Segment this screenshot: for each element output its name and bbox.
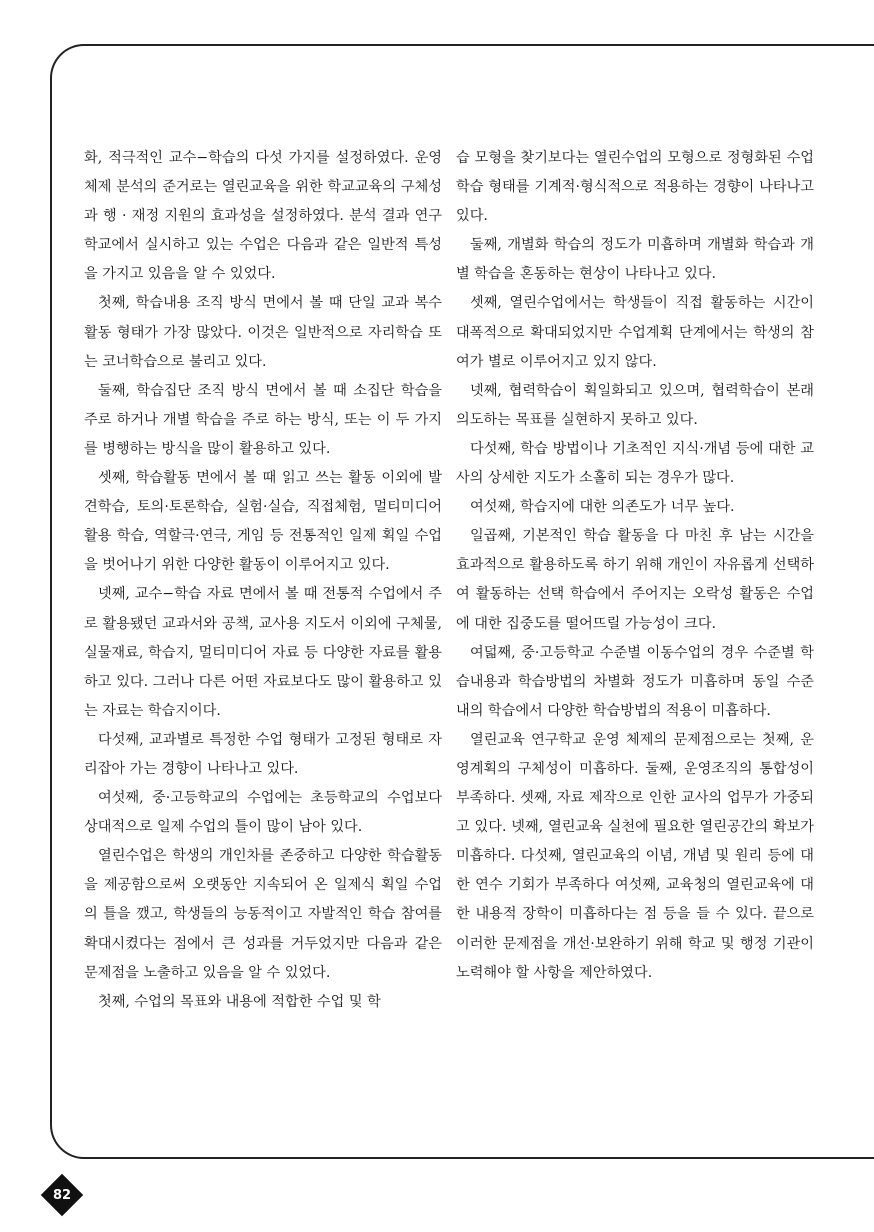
paragraph: 첫째, 수업의 목표와 내용에 적합한 수업 및 학 [98, 993, 381, 1010]
paragraph: 첫째, 학습내용 조직 방식 면에서 볼 때 단일 교과 복수 활동 형태가 가장 많았다. 이것은 일반적으로 자리학습 또는 코너학습으로 불리고 있다. [84, 295, 442, 370]
paragraph: 여섯째, 학습지에 대한 의존도가 너무 높다. [470, 499, 735, 516]
paragraph: 다섯째, 교과별로 특정한 수업 형태가 고정된 형태로 자리잡아 가는 경향이 나타나고 있다. [84, 731, 442, 777]
paragraph: 열린교육 연구학교 운영 체제의 문제점으로는 첫째, 운영계획의 구체성이 미흡하다. 둘째, 운영조직의 통합성이 부족하다. 셋째, 자료 제작으로 인한 교사의 업무가 가중되고 있다. 넷째, 열린교육 실천에 필요한 열린공간의 확보가 미흡하다. 다섯째, 열린교육의 이념, 개념 및 원리 등에 대한 연수 기회가 부족하다 여섯째, 교육청의 열린교육에 대한 내용적 장학이 미흡하다는 점 등을 들 수 있다. 끝으로 이러한 문제점을 개선·보완하기 위해 학교 및 행정 기관이 노력해야 할 사항을 제안하였다. [456, 731, 814, 981]
paragraph: 여덟째, 중·고등학교 수준별 이동수업의 경우 수준별 학습내용과 학습방법의 차별화 정도가 미흡하며 동일 수준 내의 학습에서 다양한 학습방법의 적용이 미흡하다. [456, 644, 814, 719]
paragraph: 일곱째, 기본적인 학습 활동을 다 마친 후 남는 시간을 효과적으로 활용하도록 하기 위해 개인이 자유롭게 선택하여 활동하는 선택 학습에서 주어지는 오락성 활동은 수업에 대한 집중도를 떨어뜨릴 가능성이 크다. [456, 528, 814, 632]
paragraph: 다섯째, 학습 방법이나 기초적인 지식·개념 등에 대한 교사의 상세한 지도가 소홀히 되는 경우가 많다. [456, 440, 814, 487]
left-column [84, 144, 442, 1017]
paragraph: 화, 적극적인 교수−학습의 다섯 가지를 설정하였다. 운영체제 분석의 준거로는 열린교육을 위한 학교교육의 구체성과 행 · 재정 지원의 효과성을 설정하였다. 분석 결과 연구학교에서 실시하고 있는 수업은 다음과 같은 일반적 특성을 가지고 있음을 알 수 있었다. [84, 150, 442, 283]
paragraph: 열린수업은 학생의 개인차를 존중하고 다양한 학습활동을 제공함으로써 오랫동안 지속되어 온 일제식 획일 수업의 틀을 깼고, 학생들의 능동적이고 자발적인 학습 참여를 확대시켰다는 점에서 큰 성과를 거두었지만 다음과 같은 문제점을 노출하고 있음을 알 수 있었다. [84, 848, 442, 981]
right-column [456, 144, 814, 988]
paragraph: 넷째, 협력학습이 획일화되고 있으며, 협력학습이 본래 의도하는 목표를 실현하지 못하고 있다. [456, 382, 814, 428]
paragraph: 셋째, 학습활동 면에서 볼 때 읽고 쓰는 활동 이외에 발견학습, 토의·토론학습, 실험·실습, 직접체험, 멀티미디어 활용 학습, 역할극·연극, 게임 등 전통적인 일제 획일 수업을 벗어나기 위한 다양한 활동이 이루어지고 있다. [84, 470, 442, 574]
paragraph: 습 모형을 찾기보다는 열린수업의 모형으로 정형화된 수업학습 형태를 기계적·형식적으로 적용하는 경향이 나타나고 있다. [456, 150, 814, 225]
paragraph: 둘째, 학습집단 조직 방식 면에서 볼 때 소집단 학습을 주로 하거나 개별 학습을 주로 하는 방식, 또는 이 두 가지를 병행하는 방식을 많이 활용하고 있다. [84, 382, 442, 457]
page-number: 82 [52, 1187, 72, 1203]
paragraph: 여섯째, 중·고등학교의 수업에는 초등학교의 수업보다 상대적으로 일제 수업의 틀이 많이 남아 있다. [84, 790, 442, 836]
page-number-badge [40, 1173, 84, 1217]
paragraph: 둘째, 개별화 학습의 정도가 미흡하며 개별화 학습과 개별 학습을 혼동하는 현상이 나타나고 있다. [456, 237, 814, 283]
paragraph: 넷째, 교수−학습 자료 면에서 볼 때 전통적 수업에서 주로 활용됐던 교과서와 공책, 교사용 지도서 이외에 구체물, 실물재료, 학습지, 멀티미디어 자료 등 다양한 자료를 활용하고 있다. 그러나 다른 어떤 자료보다도 많이 활용하고 있는 자료는 학습지이다. [84, 586, 442, 719]
paragraph: 셋째, 열린수업에서는 학생들이 직접 활동하는 시간이 대폭적으로 확대되었지만 수업계획 단계에서는 학생의 참여가 별로 이루어지고 있지 않다. [456, 295, 814, 370]
